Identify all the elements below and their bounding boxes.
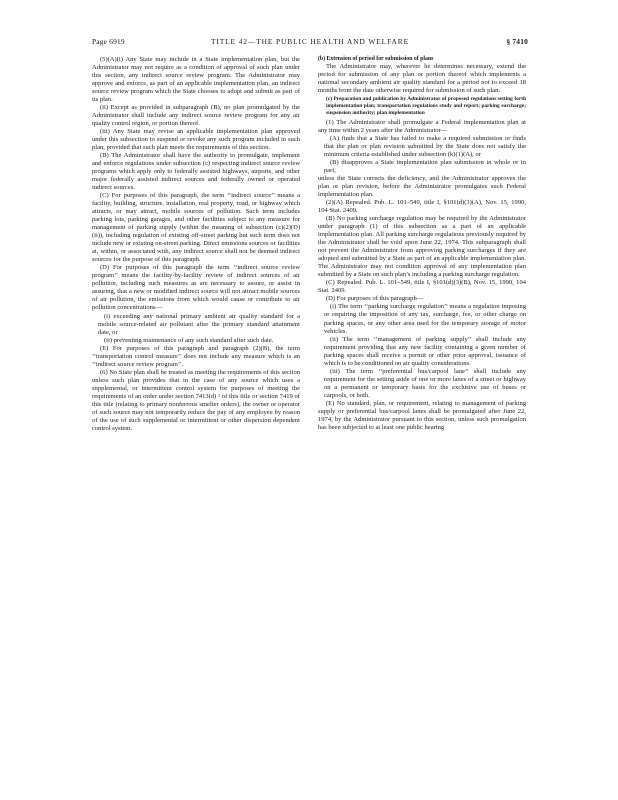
paragraph: unless the State corrects the deficiency, and the Administrator approves the plan or plan revision, before the Administrator promulgates such Federal implementation plan. <box>318 175 526 199</box>
section-heading: (c) Preparation and publication by Administrator of proposed regulations setting forth implementation plan; transportation regulations study and report; parking surcharge; suspension authority; plan implementation <box>326 95 526 117</box>
paragraph: (E) For purposes of this paragraph and paragraph (2)(B), the term ‘‘transportation control measure’’ does not include any measure which is an ‘‘indirect source review program’’. <box>92 344 300 368</box>
paragraph: (E) No standard, plan, or requirement, relating to management of parking supply or preferential bus/carpool lanes shall be promulgated after June 22, 1974, by the Administrator pursuant to this section, unless such promulgation has been subjected to at least one public hearing <box>318 399 526 431</box>
paragraph: (i) The term ‘‘parking surcharge regulation’’ means a regulation imposing or requiring the imposition of any tax, surcharge, fee, or other charge on parking spaces, or any other area used for the temporary storage of motor vehicles. <box>324 303 526 335</box>
paragraph: (6) No State plan shall be treated as meeting the requirements of this section unless such plan provides that in the case of any source which uses a supplemental, or intermittent control system for purposes of meeting the requirements of an order under section 7413(d) ¹ of this title or section 7419 of this title (relating to primary nonferrous smelter orders), the owner or operator of such source may not temporarily reduce the pay of any employee by reason of the use of such supplemental or intermittent or other dispersion dependent control system. <box>92 368 300 432</box>
paragraph: (A) finds that a State has failed to make a required submission or finds that the plan or plan revision submitted by the State does not satisfy the minimum criteria established under subsection (k)(1)(A), or <box>324 135 526 159</box>
running-title: TITLE 42—THE PUBLIC HEALTH AND WELFARE <box>210 37 410 46</box>
paragraph: (1) The Administrator shall promulgate a Federal implementation plan at any time within 2 years after the Administrator— <box>318 119 526 135</box>
paragraph: (B) The Administrator shall have the authority to promulgate, implement and enforce regulations under subsection (c) respecting indirect source review programs which apply only to federally assisted highways, airports, and other major federally assisted indirect sources and federally owned or operated indirect sources. <box>92 152 300 192</box>
paragraph: (D) For purposes of this paragraph the term ‘‘indirect source review program’’ means the facility-by-facility review of indirect sources of air pollution, including such measures as are necessary to assure, or assist in assuring, that a new or modified indirect source will not attract mobile sources of air pollution, the emissions from which would cause or contribute to air pollution concentrations— <box>92 264 300 312</box>
left-column <box>92 56 300 433</box>
paragraph: The Administrator may, wherever he determines necessary, extend the period for submission of any plan or portion thereof which implements a national secondary ambient air quality standard for a period not to exceed 18 months from the date otherwise required for submission of such plan. <box>318 62 526 94</box>
section-heading: (b) Extension of period for submission of plans <box>318 56 434 62</box>
right-column <box>318 56 526 432</box>
paragraph: (5)(A)(i) Any State may include in a State implementation plan, but the Administrator may not require as a condition of approval of such plan under this section, any indirect source review program. The Administrator may approve and enforce, as part of an applicable implementation plan, an indirect source review program which the State chooses to adopt and submit as part of its plan. <box>92 56 300 104</box>
paragraph: (D) For purposes of this paragraph— <box>326 295 424 303</box>
paragraph: (i) exceeding any national primary ambient air quality standard for a mobile source-related air pollutant after the primary standard attainment date, or <box>98 312 300 336</box>
running-header <box>92 37 528 49</box>
paragraph: (C) Repealed. Pub. L. 101–549, title I, §101(d)(3)(B), Nov. 15, 1990, 104 Stat. 2409. <box>318 279 526 295</box>
paragraph: (iii) Any State may revise an applicable implementation plan approved under this subsection to suspend or revoke any such program included in such plan, provided that such plan meets the requirements of this section. <box>92 128 300 152</box>
paragraph: (ii) The term ‘‘management of parking supply’’ shall include any requirement providing that any new facility containing a given number of parking spaces shall receive a permit or other prior approval, issuance of which is to be conditioned on air quality considerations. <box>324 335 526 367</box>
paragraph: (iii) The term ‘‘preferential bus/carpool lane’’ shall include any requirement for the setting aside of one or more lanes of a street or highway on a permanent or temporary basis for the exclusive use of buses or carpools, or both. <box>324 367 526 399</box>
page-number: Page 6919 <box>92 37 125 46</box>
paragraph: (B) No parking surcharge regulation may be required by the Administrator under paragraph (1) of this subsection as a part of an applicable implementation plan. All parking surcharge regulations previously required by the Administrator shall be void upon June 22, 1974. This subparagraph shall not prevent the Administrator from approving parking surcharges if they are adopted and submitted by a State as part of an applicable implementation plan. The Administrator may not condition approval of any implementation plan submitted by a State on such plan’s including a parking surcharge regulation. <box>318 215 526 279</box>
paragraph: (B) disapproves a State implementation plan submission in whole or in part, <box>324 159 526 175</box>
paragraph: (ii) Except as provided in subparagraph (B), no plan promulgated by the Administrator shall include any indirect source review program for any air quality control region, or portion thereof. <box>92 104 300 128</box>
section-number: § 7410 <box>506 37 528 46</box>
paragraph: (2)(A) Repealed. Pub. L. 101–549, title I, §101(d)(3)(A), Nov. 15, 1990, 104 Stat. 2409. <box>318 199 526 215</box>
paragraph: (C) For purposes of this paragraph, the term ‘‘indirect source’’ means a facility, building, structure, installation, real property, road, or highway which attracts, or may attract, mobile sources of pollution. Such term includes parking lots, parking garages, and other facilities subject to any measure for management of parking supply (within the meaning of subsection (c)(2)(D)(ii)), including regulation of existing off-street parking but such term does not include new or existing on-street parking. Direct emissions sources or facilities at, within, or associated with, any indirect source shall not be deemed indirect sources for the purpose of this paragraph. <box>92 192 300 264</box>
paragraph: (ii) preventing maintenance of any such standard after such date. <box>104 336 274 344</box>
